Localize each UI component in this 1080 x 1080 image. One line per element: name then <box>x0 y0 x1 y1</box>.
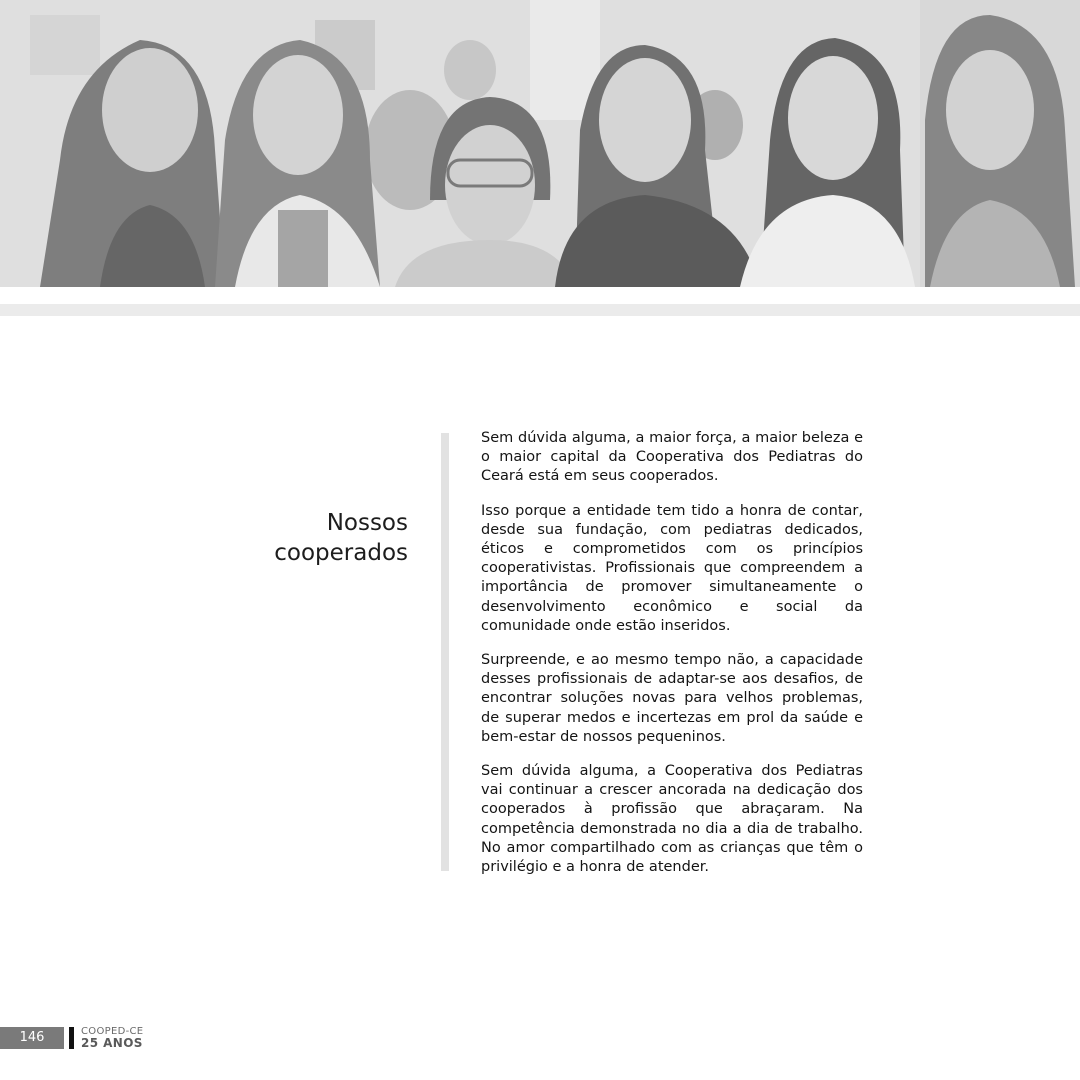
group-photo-illustration <box>0 0 1080 287</box>
paragraph-1: Sem dúvida alguma, a maior força, a maior beleza e o maior capital da Cooperativa dos Pediatras do Ceará está em seus cooperados. <box>481 430 863 485</box>
body-text <box>481 429 863 877</box>
group-photo <box>0 0 1080 287</box>
paragraph-4: Sem dúvida alguma, a Cooperativa dos Pediatras vai continuar a crescer ancorada na dedicação dos cooperados à profissão que abraçaram. Na competência demonstrada no dia a dia de trabalho. No amor compartilhado com as crianças que têm o privilégio e a honra de atender. <box>481 763 863 876</box>
vertical-divider <box>441 433 449 871</box>
section-title <box>148 508 408 568</box>
footer-bar-mark <box>69 1027 74 1049</box>
brand-anniversary: 25 ANOS <box>81 1036 143 1050</box>
separator-band <box>0 304 1080 316</box>
section-title-line-1: Nossos <box>326 510 408 537</box>
page-number: 146 <box>0 1027 64 1049</box>
paragraph-3: Surpreende, e ao mesmo tempo não, a capacidade desses profissionais de adaptar-se aos desafios, de encontrar soluções novas para velhos problemas, de superar medos e incertezas em prol da saúde e bem-estar de nossos pequeninos. <box>481 652 863 745</box>
paragraph-2: Isso porque a entidade tem tido a honra de contar, desde sua fundação, com pediatras dedicados, éticos e comprometidos com os princípios cooperativistas. Profissionais que compreendem a importância de promover simultaneamente o desenvolvimento econômico e social da comunidade onde estão inseridos. <box>481 502 863 634</box>
section-title-line-2: cooperados <box>274 540 408 567</box>
brand-name: COOPED-CE <box>81 1026 144 1037</box>
